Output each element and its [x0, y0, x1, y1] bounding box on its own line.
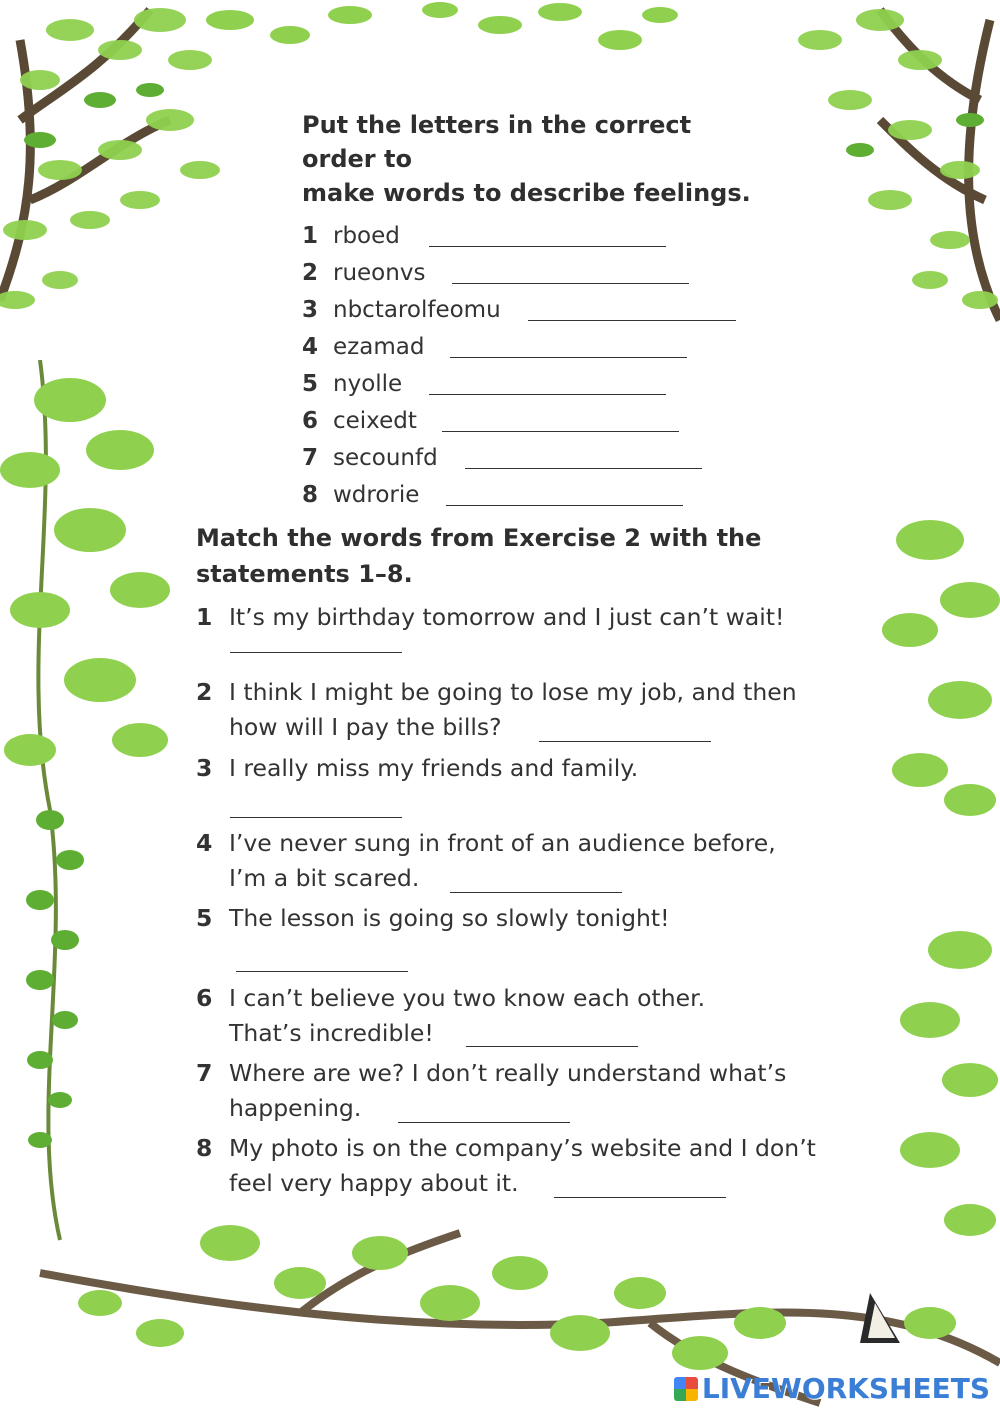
statement-number: 1 [196, 603, 213, 631]
statement-1 [196, 600, 846, 675]
statement-number: 8 [196, 1134, 213, 1162]
statement-text-line1: I’ve never sung in front of an audience before, [229, 829, 776, 857]
answer-input-7[interactable] [465, 468, 702, 469]
statement-text-line2: how will I pay the bills? [229, 713, 502, 741]
answer-input-6[interactable] [442, 431, 679, 432]
statement-answer-8[interactable] [554, 1197, 726, 1198]
unscramble-item-5 [302, 366, 762, 403]
unscramble-item-4 [302, 329, 762, 366]
exercise2-instruction-line1: Match the words from Exercise 2 with the [196, 524, 762, 552]
statement-text-line1: Where are we? I don’t really understand what’s [229, 1059, 787, 1087]
unscramble-item-7 [302, 440, 762, 477]
statement-answer-5[interactable] [236, 971, 408, 972]
answer-input-5[interactable] [429, 394, 666, 395]
statement-answer-4[interactable] [450, 892, 622, 893]
scrambled-word: secounfd [333, 445, 438, 471]
item-number: 3 [302, 297, 319, 323]
statement-number: 6 [196, 984, 213, 1012]
liveworksheets-badge-icon [674, 1377, 698, 1401]
statement-text-line1: I think I might be going to lose my job, and then [229, 678, 797, 706]
statement-text: I really miss my friends and family. [229, 754, 639, 782]
statement-7 [196, 1056, 846, 1131]
statement-8 [196, 1131, 846, 1206]
scrambled-word: rueonvs [333, 260, 426, 286]
unscramble-item-3 [302, 292, 762, 329]
statement-text-line2: I’m a bit scared. [229, 864, 420, 892]
statement-4 [196, 826, 846, 901]
answer-input-4[interactable] [450, 357, 687, 358]
statement-answer-2[interactable] [539, 741, 711, 742]
statement-number: 4 [196, 829, 213, 857]
scrambled-word: ceixedt [333, 408, 417, 434]
exercise1-instruction [302, 108, 762, 210]
liveworksheets-logo [674, 1372, 990, 1405]
scrambled-word: nbctarolfeomu [333, 297, 501, 323]
exercise-match-statements [196, 520, 846, 592]
answer-input-8[interactable] [446, 505, 683, 506]
statement-number: 2 [196, 678, 213, 706]
statement-text-line2: That’s incredible! [229, 1019, 434, 1047]
exercise-unscramble [302, 108, 762, 514]
exercise1-instruction-line2: make words to describe feelings. [302, 179, 751, 207]
unscramble-item-8 [302, 477, 762, 514]
answer-input-2[interactable] [452, 283, 689, 284]
item-number: 6 [302, 408, 319, 434]
scrambled-word: ezamad [333, 334, 425, 360]
statement-answer-3[interactable] [230, 817, 402, 818]
answer-input-1[interactable] [429, 246, 666, 247]
item-number: 7 [302, 445, 319, 471]
scrambled-word: wdrorie [333, 482, 420, 508]
statement-number: 5 [196, 904, 213, 932]
leaves-top-center-decoration [200, 0, 680, 90]
unscramble-item-2 [302, 255, 762, 292]
tree-top-left-decoration [0, 0, 260, 360]
scrambled-word: rboed [333, 223, 400, 249]
butterfly-icon [860, 1293, 900, 1343]
statement-text-line1: My photo is on the company’s website and I don’t [229, 1134, 816, 1162]
tree-top-right-decoration [760, 0, 1000, 360]
statement-2 [196, 675, 846, 750]
exercise2-instruction-line2: statements 1–8. [196, 560, 413, 588]
exercise1-instruction-line1: Put the letters in the correct order to [302, 111, 692, 173]
statement-number: 3 [196, 754, 213, 782]
statement-5 [196, 901, 846, 976]
unscramble-item-1 [302, 218, 762, 255]
item-number: 2 [302, 260, 319, 286]
statement-text: It’s my birthday tomorrow and I just can’t wait! [229, 603, 785, 631]
answer-input-3[interactable] [528, 320, 736, 321]
exercise2-instruction [196, 520, 846, 592]
statement-number: 7 [196, 1059, 213, 1087]
statement-answer-1[interactable] [230, 652, 402, 653]
liveworksheets-logo-text: LIVEWORKSHEETS [701, 1372, 990, 1405]
statement-text-line2: feel very happy about it. [229, 1169, 519, 1197]
statement-3 [196, 751, 846, 826]
statement-text-line1: I can’t believe you two know each other. [229, 984, 706, 1012]
item-number: 4 [302, 334, 319, 360]
scrambled-word: nyolle [333, 371, 403, 397]
vine-left-decoration [0, 360, 180, 1260]
statement-text-line2: happening. [229, 1094, 362, 1122]
statement-answer-6[interactable] [466, 1046, 638, 1047]
statement-answer-7[interactable] [398, 1122, 570, 1123]
item-number: 8 [302, 482, 319, 508]
item-number: 1 [302, 223, 319, 249]
item-number: 5 [302, 371, 319, 397]
unscramble-item-6 [302, 403, 762, 440]
leaves-right-decoration [870, 500, 1000, 1280]
statement-6 [196, 981, 846, 1056]
statement-text: The lesson is going so slowly tonight! [229, 904, 670, 932]
